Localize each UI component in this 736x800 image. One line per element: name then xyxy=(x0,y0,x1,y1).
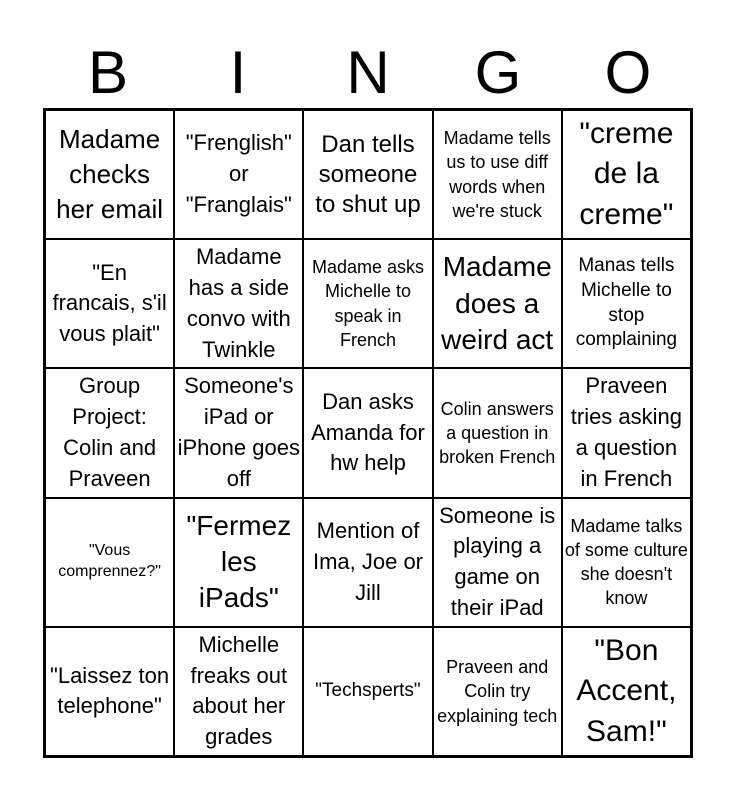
cell-text: Dan tells someone to shut up xyxy=(315,130,421,218)
header-letter-b: B xyxy=(87,39,129,106)
bingo-cell-r3c5[interactable] xyxy=(562,368,691,497)
cell-text: Madame does a weird act xyxy=(441,251,554,355)
header-letter-o: O xyxy=(604,39,652,106)
bingo-cell-r1c4[interactable] xyxy=(433,110,562,239)
bingo-cell-r3c4[interactable] xyxy=(433,368,562,497)
header-letter-i: I xyxy=(229,39,247,106)
bingo-cell-r4c4[interactable] xyxy=(433,498,562,627)
cell-text: Someone's iPad or iPhone goes off xyxy=(177,373,300,491)
cell-text: "Frenglish" or "Franglais" xyxy=(185,130,292,217)
header-letter-g: G xyxy=(474,39,522,106)
bingo-cell-r4c3[interactable] xyxy=(303,498,432,627)
cell-text: Madame has a side convo with Twinkle xyxy=(186,244,291,362)
cell-text: "Bon Accent, Sam!" xyxy=(576,633,677,748)
cell-text: Colin answers a question in broken French xyxy=(439,398,556,468)
bingo-cell-r2c4[interactable] xyxy=(433,239,562,368)
bingo-cell-r1c3[interactable] xyxy=(303,110,432,239)
cell-text: Someone is playing a game on their iPad xyxy=(439,502,556,620)
bingo-cell-r1c2[interactable] xyxy=(174,110,303,239)
cell-text: Madame asks Michelle to speak in French xyxy=(311,257,425,351)
cell-text: Manas tells Michelle to stop complaining xyxy=(575,255,678,351)
bingo-cell-r3c1[interactable] xyxy=(45,368,174,497)
cell-text: "En francais, s'il vous plait" xyxy=(52,259,167,347)
cell-text: Michelle freaks out about her grades xyxy=(190,631,288,750)
cell-text: Praveen tries asking a question in French xyxy=(570,373,683,491)
bingo-cell-r4c5[interactable] xyxy=(562,498,691,627)
bingo-board xyxy=(43,108,693,758)
cell-text: "Techsperts" xyxy=(315,680,421,702)
cell-text: Dan asks Amanda for hw help xyxy=(311,388,425,476)
cell-text: Madame checks her email xyxy=(56,123,164,225)
bingo-cell-r2c2[interactable] xyxy=(174,239,303,368)
bingo-cell-r2c3[interactable] xyxy=(303,239,432,368)
cell-text: Group Project: Colin and Praveen xyxy=(63,373,157,491)
bingo-cell-r5c3[interactable] xyxy=(303,627,432,756)
bingo-header xyxy=(43,38,693,108)
cell-text: "Vous comprennez?" xyxy=(58,542,161,581)
cell-text: Madame talks of some culture she doesn't know xyxy=(564,515,688,609)
bingo-cell-r4c1[interactable] xyxy=(45,498,174,627)
header-letter-n: N xyxy=(346,39,390,106)
bingo-cell-r2c5[interactable] xyxy=(562,239,691,368)
bingo-cell-r2c1[interactable] xyxy=(45,239,174,368)
bingo-cell-r3c3[interactable] xyxy=(303,368,432,497)
bingo-cell-r5c1[interactable] xyxy=(45,627,174,756)
bingo-cell-r1c1[interactable] xyxy=(45,110,174,239)
bingo-cell-r4c2[interactable] xyxy=(174,498,303,627)
bingo-cell-r1c5[interactable] xyxy=(562,110,691,239)
cell-text: "creme de la creme" xyxy=(579,116,674,231)
bingo-cell-r5c4[interactable] xyxy=(433,627,562,756)
cell-text: "Laissez ton telephone" xyxy=(50,662,170,719)
bingo-cell-r3c2[interactable] xyxy=(174,368,303,497)
cell-text: Madame tells us to use diff words when we're stuck xyxy=(443,128,551,221)
cell-text: Mention of Ima, Joe or Jill xyxy=(312,518,424,605)
cell-text: Praveen and Colin try explaining tech xyxy=(437,656,558,726)
bingo-cell-r5c5[interactable] xyxy=(562,627,691,756)
cell-text: "Fermez les iPads" xyxy=(186,509,292,614)
bingo-cell-r5c2[interactable] xyxy=(174,627,303,756)
